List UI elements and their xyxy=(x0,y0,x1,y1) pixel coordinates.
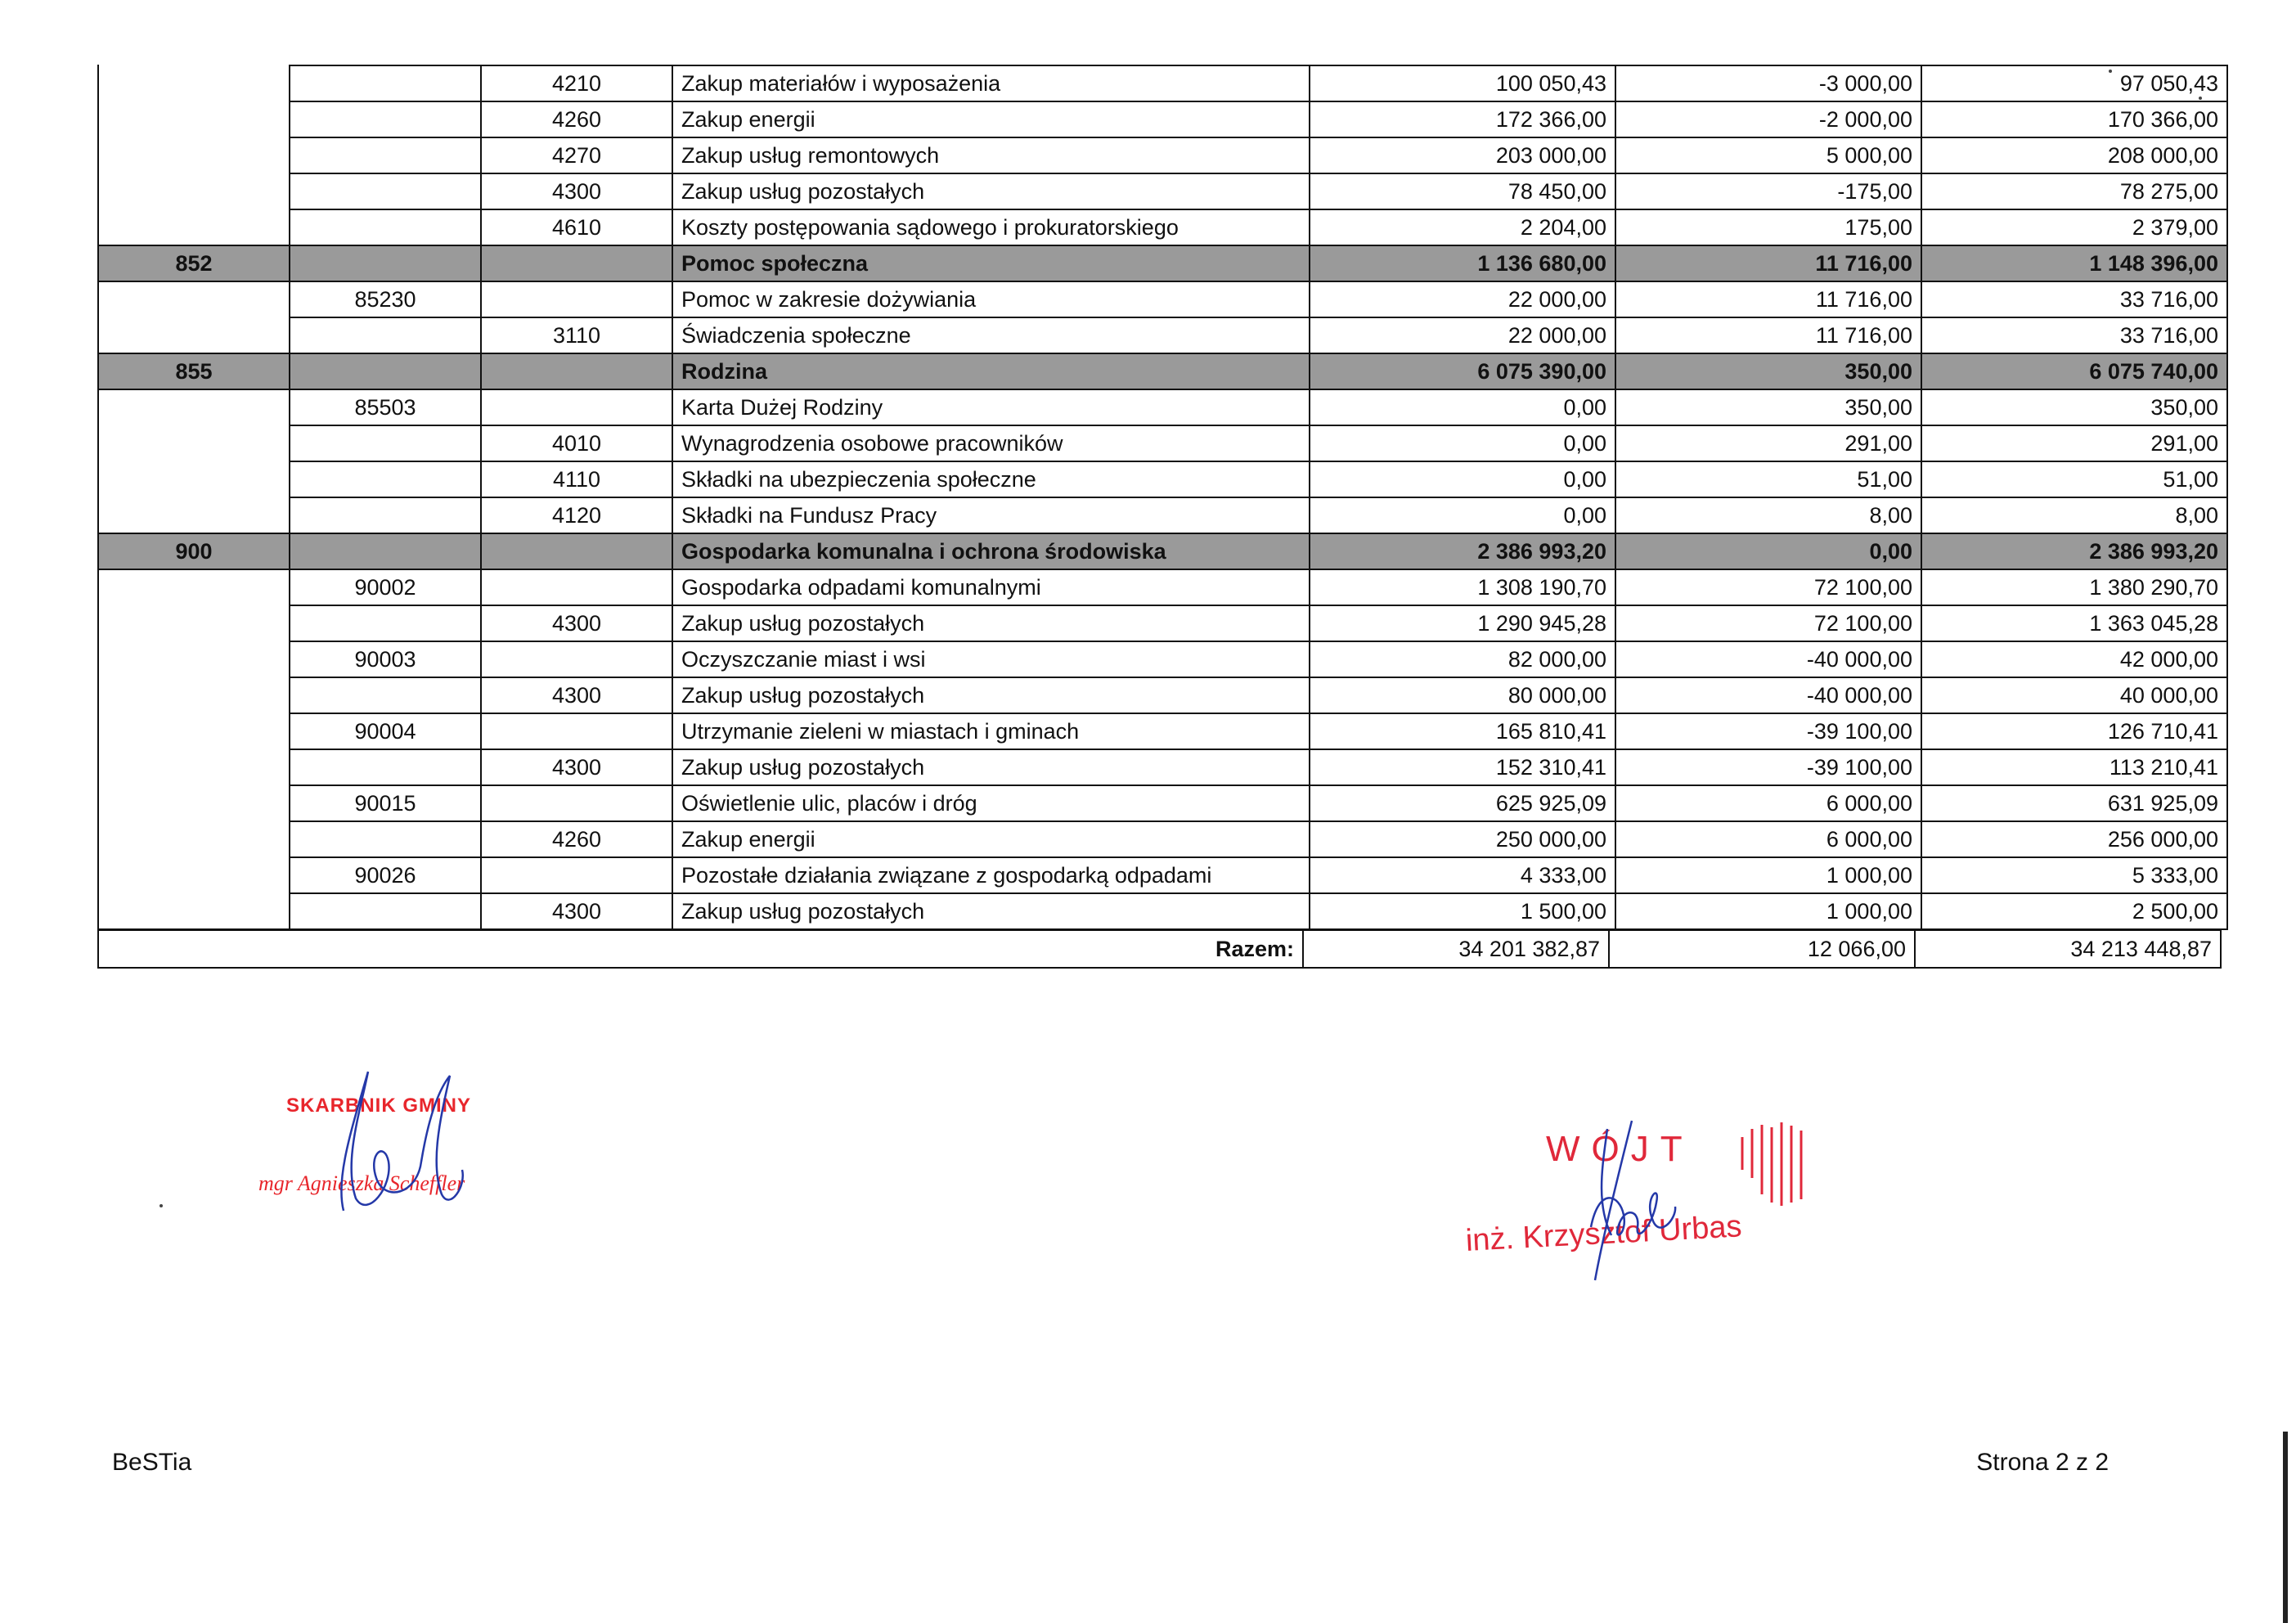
plan-cell: 22 000,00 xyxy=(1310,317,1615,353)
dzial-cell xyxy=(98,821,290,857)
chapter-row xyxy=(98,857,2227,893)
rozdzial-cell xyxy=(290,137,481,173)
table-row xyxy=(98,65,2227,101)
change-cell: -2 000,00 xyxy=(1615,101,1921,137)
rozdzial-cell: 85503 xyxy=(290,389,481,425)
plan-cell: 100 050,43 xyxy=(1310,65,1615,101)
plan-cell: 0,00 xyxy=(1310,389,1615,425)
dzial-cell xyxy=(98,713,290,749)
after-cell: 2 379,00 xyxy=(1921,209,2227,245)
name-cell: Wynagrodzenia osobowe pracowników xyxy=(672,425,1310,461)
paragraf-cell xyxy=(481,713,672,749)
after-cell: 256 000,00 xyxy=(1921,821,2227,857)
paragraf-cell xyxy=(481,857,672,893)
change-cell: 11 716,00 xyxy=(1615,317,1921,353)
paragraf-cell xyxy=(481,785,672,821)
table-row xyxy=(98,821,2227,857)
change-cell: -39 100,00 xyxy=(1615,749,1921,785)
table-row xyxy=(98,497,2227,533)
name-cell: Rodzina xyxy=(672,353,1310,389)
after-cell: 6 075 740,00 xyxy=(1921,353,2227,389)
paragraf-cell: 4300 xyxy=(481,893,672,929)
paragraf-cell: 4610 xyxy=(481,209,672,245)
dzial-cell xyxy=(98,605,290,641)
total-change: 12 066,00 xyxy=(1609,930,1915,968)
scan-speck xyxy=(160,1204,163,1207)
total-after: 34 213 448,87 xyxy=(1915,930,2221,968)
mayor-name: inż. Krzysztof Urbas xyxy=(1464,1209,1743,1258)
change-cell: 6 000,00 xyxy=(1615,785,1921,821)
name-cell: Zakup energii xyxy=(672,101,1310,137)
plan-cell: 250 000,00 xyxy=(1310,821,1615,857)
rozdzial-cell xyxy=(290,533,481,569)
plan-cell: 172 366,00 xyxy=(1310,101,1615,137)
name-cell: Zakup energii xyxy=(672,821,1310,857)
name-cell: Karta Dużej Rodziny xyxy=(672,389,1310,425)
dzial-cell xyxy=(98,461,290,497)
section-row xyxy=(98,533,2227,569)
paragraf-cell: 4300 xyxy=(481,173,672,209)
name-cell: Gospodarka komunalna i ochrona środowiska xyxy=(672,533,1310,569)
change-cell: 72 100,00 xyxy=(1615,569,1921,605)
plan-cell: 0,00 xyxy=(1310,461,1615,497)
paragraf-cell: 4300 xyxy=(481,605,672,641)
treasurer-signature-icon xyxy=(245,1063,540,1227)
after-cell: 126 710,41 xyxy=(1921,713,2227,749)
treasurer-title: SKARBNIK GMINY xyxy=(286,1095,472,1117)
plan-cell: 1 136 680,00 xyxy=(1310,245,1615,281)
rozdzial-cell xyxy=(290,425,481,461)
change-cell: -3 000,00 xyxy=(1615,65,1921,101)
dzial-cell: 852 xyxy=(98,245,290,281)
chapter-row xyxy=(98,713,2227,749)
treasurer-stamp xyxy=(245,1063,540,1227)
section-row xyxy=(98,353,2227,389)
change-cell: 0,00 xyxy=(1615,533,1921,569)
table-row xyxy=(98,893,2227,929)
mayor-signature-icon xyxy=(1456,1104,1832,1293)
dzial-cell xyxy=(98,65,290,101)
dzial-cell xyxy=(98,173,290,209)
paragraf-cell: 4110 xyxy=(481,461,672,497)
dzial-cell xyxy=(98,137,290,173)
dzial-cell xyxy=(98,389,290,425)
after-cell: 2 500,00 xyxy=(1921,893,2227,929)
change-cell: 1 000,00 xyxy=(1615,893,1921,929)
name-cell: Zakup usług pozostałych xyxy=(672,893,1310,929)
plan-cell: 1 308 190,70 xyxy=(1310,569,1615,605)
rozdzial-cell xyxy=(290,677,481,713)
total-table xyxy=(97,929,2222,969)
change-cell: -40 000,00 xyxy=(1615,641,1921,677)
paragraf-cell: 4300 xyxy=(481,749,672,785)
paragraf-cell: 4120 xyxy=(481,497,672,533)
rozdzial-cell xyxy=(290,821,481,857)
paragraf-cell: 4210 xyxy=(481,65,672,101)
chapter-row xyxy=(98,281,2227,317)
plan-cell: 6 075 390,00 xyxy=(1310,353,1615,389)
name-cell: Pomoc w zakresie dożywiania xyxy=(672,281,1310,317)
after-cell: 40 000,00 xyxy=(1921,677,2227,713)
change-cell: 5 000,00 xyxy=(1615,137,1921,173)
name-cell: Składki na Fundusz Pracy xyxy=(672,497,1310,533)
plan-cell: 152 310,41 xyxy=(1310,749,1615,785)
change-cell: 291,00 xyxy=(1615,425,1921,461)
after-cell: 170 366,00 xyxy=(1921,101,2227,137)
after-cell: 5 333,00 xyxy=(1921,857,2227,893)
after-cell: 1 148 396,00 xyxy=(1921,245,2227,281)
budget-table xyxy=(97,65,2228,930)
plan-cell: 82 000,00 xyxy=(1310,641,1615,677)
rozdzial-cell: 90015 xyxy=(290,785,481,821)
paragraf-cell: 4010 xyxy=(481,425,672,461)
name-cell: Pozostałe działania związane z gospodarką odpadami xyxy=(672,857,1310,893)
change-cell: -39 100,00 xyxy=(1615,713,1921,749)
chapter-row xyxy=(98,641,2227,677)
dzial-cell: 855 xyxy=(98,353,290,389)
rozdzial-cell: 90003 xyxy=(290,641,481,677)
name-cell: Pomoc społeczna xyxy=(672,245,1310,281)
total-label: Razem: xyxy=(98,930,1303,968)
plan-cell: 22 000,00 xyxy=(1310,281,1615,317)
after-cell: 97 050,43 xyxy=(1921,65,2227,101)
scan-edge xyxy=(2283,1432,2288,1623)
rozdzial-cell xyxy=(290,749,481,785)
dzial-cell xyxy=(98,281,290,317)
plan-cell: 80 000,00 xyxy=(1310,677,1615,713)
change-cell: 51,00 xyxy=(1615,461,1921,497)
table-row xyxy=(98,425,2227,461)
dzial-cell xyxy=(98,785,290,821)
name-cell: Utrzymanie zieleni w miastach i gminach xyxy=(672,713,1310,749)
table-row xyxy=(98,317,2227,353)
plan-cell: 165 810,41 xyxy=(1310,713,1615,749)
name-cell: Zakup usług pozostałych xyxy=(672,749,1310,785)
paragraf-cell: 4260 xyxy=(481,821,672,857)
after-cell: 2 386 993,20 xyxy=(1921,533,2227,569)
rozdzial-cell xyxy=(290,497,481,533)
name-cell: Świadczenia społeczne xyxy=(672,317,1310,353)
total-plan: 34 201 382,87 xyxy=(1303,930,1609,968)
plan-cell: 0,00 xyxy=(1310,425,1615,461)
rozdzial-cell xyxy=(290,245,481,281)
plan-cell: 4 333,00 xyxy=(1310,857,1615,893)
dzial-cell xyxy=(98,569,290,605)
after-cell: 78 275,00 xyxy=(1921,173,2227,209)
table-row xyxy=(98,749,2227,785)
plan-cell: 625 925,09 xyxy=(1310,785,1615,821)
dzial-cell xyxy=(98,497,290,533)
name-cell: Zakup usług remontowych xyxy=(672,137,1310,173)
table-row xyxy=(98,209,2227,245)
table-row xyxy=(98,101,2227,137)
name-cell: Koszty postępowania sądowego i prokuratorskiego xyxy=(672,209,1310,245)
change-cell: 11 716,00 xyxy=(1615,281,1921,317)
plan-cell: 1 290 945,28 xyxy=(1310,605,1615,641)
scan-speck xyxy=(2199,97,2202,100)
change-cell: 72 100,00 xyxy=(1615,605,1921,641)
name-cell: Zakup usług pozostałych xyxy=(672,605,1310,641)
dzial-cell xyxy=(98,857,290,893)
change-cell: 350,00 xyxy=(1615,389,1921,425)
plan-cell: 1 500,00 xyxy=(1310,893,1615,929)
table-row xyxy=(98,137,2227,173)
change-cell: 8,00 xyxy=(1615,497,1921,533)
paragraf-cell xyxy=(481,533,672,569)
mayor-stamp xyxy=(1456,1104,1832,1293)
paragraf-cell xyxy=(481,641,672,677)
paragraf-cell xyxy=(481,353,672,389)
chapter-row xyxy=(98,785,2227,821)
change-cell: -175,00 xyxy=(1615,173,1921,209)
rozdzial-cell: 90002 xyxy=(290,569,481,605)
total-row xyxy=(98,930,2221,968)
mayor-title: WÓJT xyxy=(1546,1129,1694,1169)
dzial-cell xyxy=(98,641,290,677)
after-cell: 1 363 045,28 xyxy=(1921,605,2227,641)
budget-table-body xyxy=(98,65,2227,929)
rozdzial-cell xyxy=(290,209,481,245)
footer-page-number: Strona 2 z 2 xyxy=(1976,1449,2109,1476)
dzial-cell xyxy=(98,425,290,461)
chapter-row xyxy=(98,569,2227,605)
dzial-cell xyxy=(98,893,290,929)
paragraf-cell xyxy=(481,245,672,281)
change-cell: 175,00 xyxy=(1615,209,1921,245)
rozdzial-cell xyxy=(290,605,481,641)
change-cell: 11 716,00 xyxy=(1615,245,1921,281)
rozdzial-cell xyxy=(290,173,481,209)
after-cell: 33 716,00 xyxy=(1921,317,2227,353)
table-row xyxy=(98,677,2227,713)
treasurer-name: mgr Agnieszka Scheffler xyxy=(258,1171,465,1195)
name-cell: Zakup usług pozostałych xyxy=(672,173,1310,209)
dzial-cell xyxy=(98,209,290,245)
paragraf-cell xyxy=(481,389,672,425)
footer-app-name: BeSTia xyxy=(112,1449,192,1476)
dzial-cell: 900 xyxy=(98,533,290,569)
rozdzial-cell xyxy=(290,461,481,497)
change-cell: 6 000,00 xyxy=(1615,821,1921,857)
change-cell: 1 000,00 xyxy=(1615,857,1921,893)
rozdzial-cell xyxy=(290,317,481,353)
after-cell: 42 000,00 xyxy=(1921,641,2227,677)
table-row xyxy=(98,461,2227,497)
after-cell: 8,00 xyxy=(1921,497,2227,533)
after-cell: 208 000,00 xyxy=(1921,137,2227,173)
paragraf-cell xyxy=(481,569,672,605)
table-row xyxy=(98,605,2227,641)
paragraf-cell: 4300 xyxy=(481,677,672,713)
chapter-row xyxy=(98,389,2227,425)
after-cell: 291,00 xyxy=(1921,425,2227,461)
plan-cell: 0,00 xyxy=(1310,497,1615,533)
rozdzial-cell xyxy=(290,893,481,929)
plan-cell: 78 450,00 xyxy=(1310,173,1615,209)
name-cell: Gospodarka odpadami komunalnymi xyxy=(672,569,1310,605)
after-cell: 33 716,00 xyxy=(1921,281,2227,317)
scan-speck xyxy=(2109,70,2112,73)
rozdzial-cell xyxy=(290,101,481,137)
name-cell: Zakup usług pozostałych xyxy=(672,677,1310,713)
paragraf-cell: 4270 xyxy=(481,137,672,173)
after-cell: 350,00 xyxy=(1921,389,2227,425)
plan-cell: 2 386 993,20 xyxy=(1310,533,1615,569)
paragraf-cell: 3110 xyxy=(481,317,672,353)
after-cell: 1 380 290,70 xyxy=(1921,569,2227,605)
rozdzial-cell xyxy=(290,65,481,101)
rozdzial-cell xyxy=(290,353,481,389)
name-cell: Zakup materiałów i wyposażenia xyxy=(672,65,1310,101)
name-cell: Oświetlenie ulic, placów i dróg xyxy=(672,785,1310,821)
rozdzial-cell: 90026 xyxy=(290,857,481,893)
plan-cell: 2 204,00 xyxy=(1310,209,1615,245)
name-cell: Składki na ubezpieczenia społeczne xyxy=(672,461,1310,497)
change-cell: -40 000,00 xyxy=(1615,677,1921,713)
rozdzial-cell: 85230 xyxy=(290,281,481,317)
table-row xyxy=(98,173,2227,209)
after-cell: 631 925,09 xyxy=(1921,785,2227,821)
rozdzial-cell: 90004 xyxy=(290,713,481,749)
dzial-cell xyxy=(98,677,290,713)
section-row xyxy=(98,245,2227,281)
paragraf-cell xyxy=(481,281,672,317)
dzial-cell xyxy=(98,749,290,785)
after-cell: 51,00 xyxy=(1921,461,2227,497)
dzial-cell xyxy=(98,317,290,353)
change-cell: 350,00 xyxy=(1615,353,1921,389)
dzial-cell xyxy=(98,101,290,137)
after-cell: 113 210,41 xyxy=(1921,749,2227,785)
name-cell: Oczyszczanie miast i wsi xyxy=(672,641,1310,677)
plan-cell: 203 000,00 xyxy=(1310,137,1615,173)
paragraf-cell: 4260 xyxy=(481,101,672,137)
